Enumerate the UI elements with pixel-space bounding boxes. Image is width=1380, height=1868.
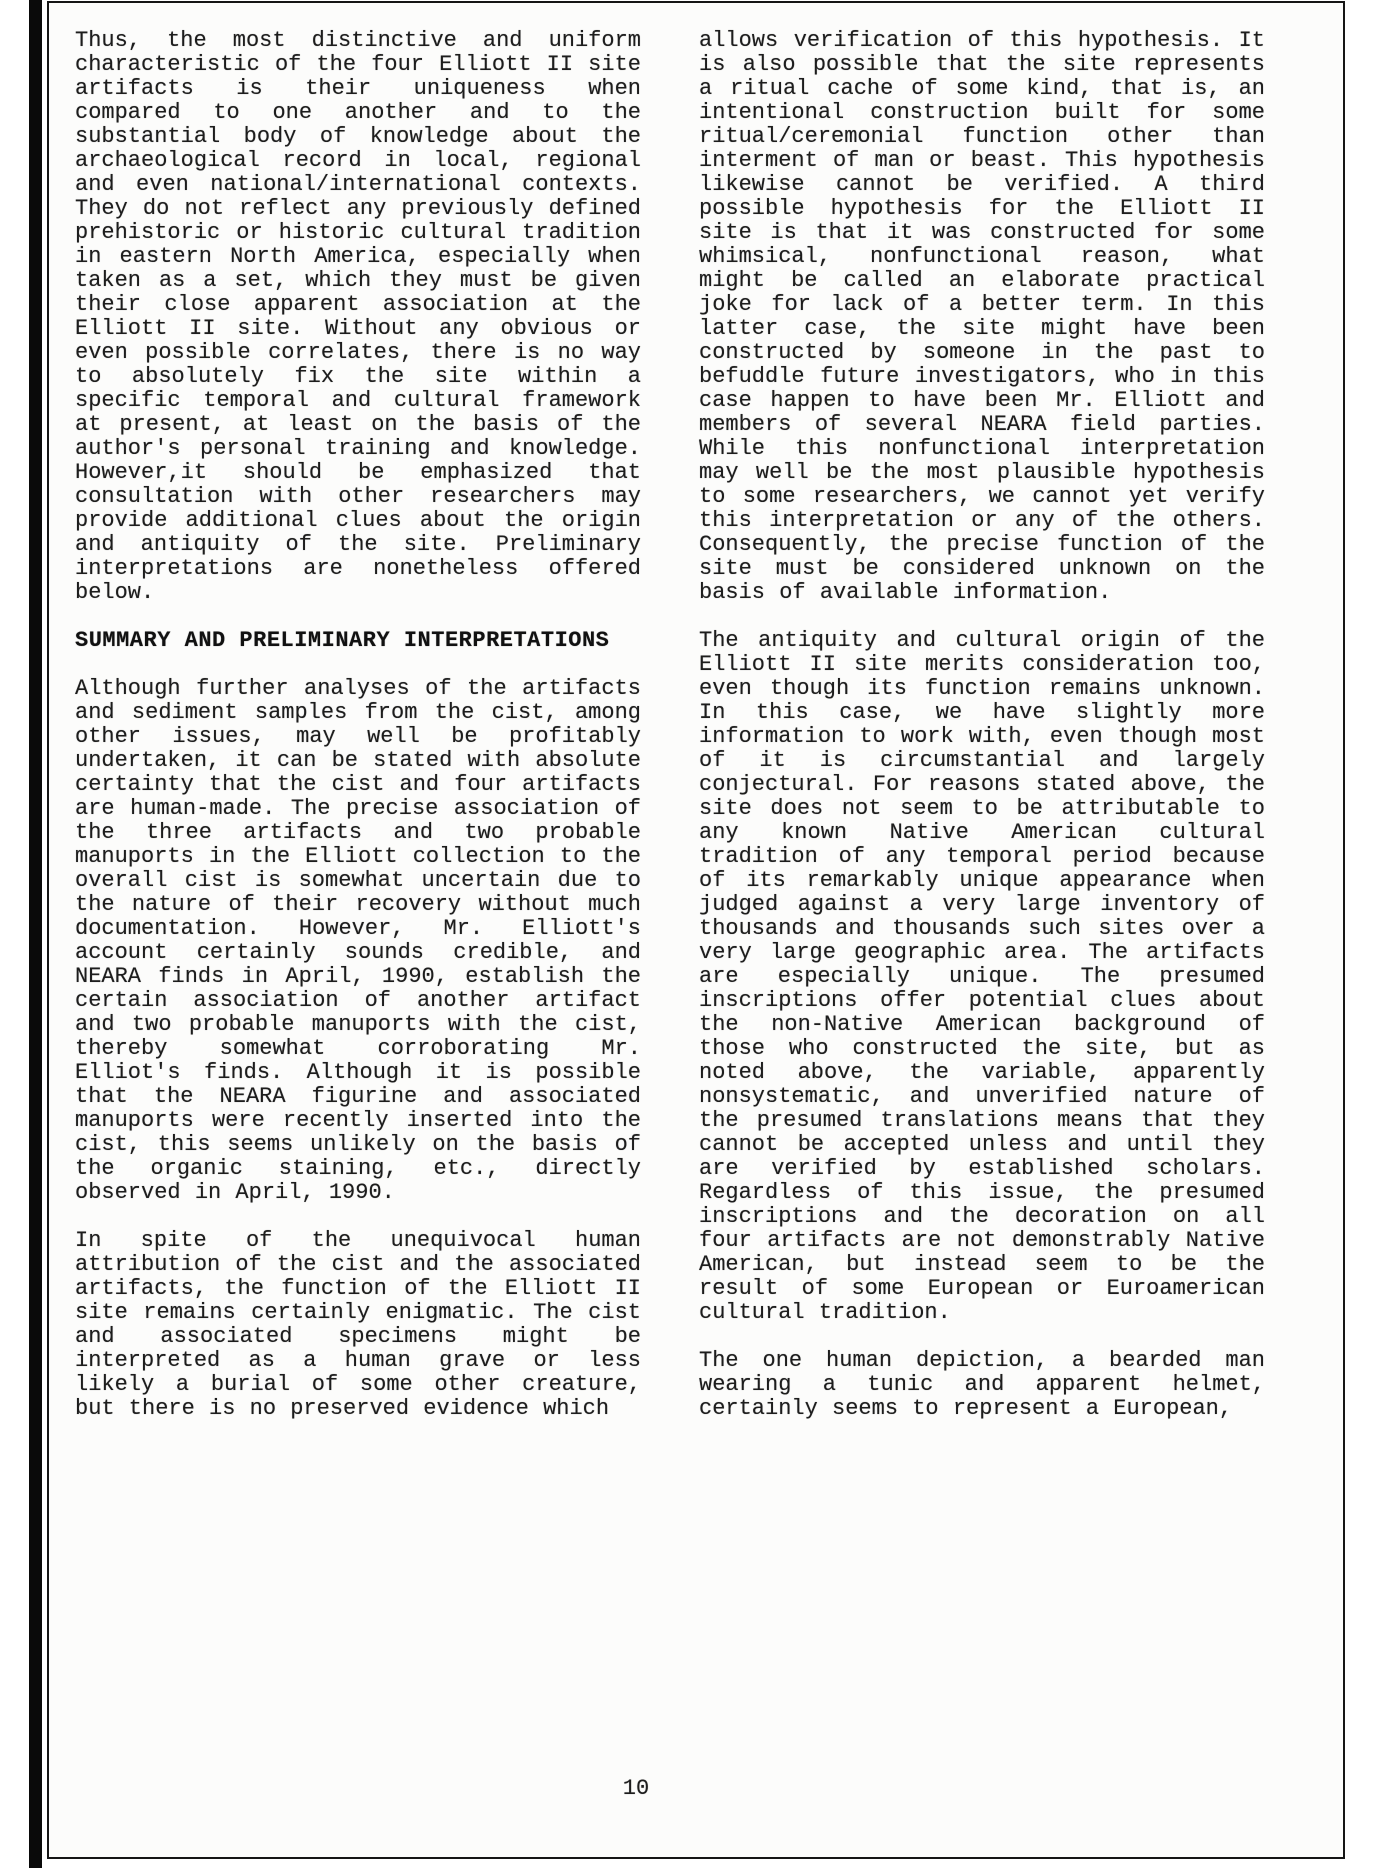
two-column-text-body <box>49 3 1343 1445</box>
paragraph-left-1: Thus, the most distinctive and uniform characteristic of the four Elliott II site artifacts is their uniqueness when compared to one another and to the substantial body of knowledge about the archaeological record in local, regional and even national/international contexts. They do not reflect any previously defined prehistoric or historic cultural tradition in eastern North America, especially when taken as a set, which they must be given their close apparent association at the Elliott II site. Without any obvious or even possible correlates, there is no way to absolutely fix the site within a specific temporal and cultural framework at present, at least on the basis of the author's personal training and knowledge. However,it should be emphasized that consultation with other researchers may provide additional clues about the origin and antiquity of the site. Preliminary interpretations are nonetheless offered below. <box>75 28 641 605</box>
paragraph-right-1: allows verification of this hypothesis. It is also possible that the site represents a ritual cache of some kind, that is, an intentional construction built for some ritual/ceremonial function other than interment of man or beast. This hypothesis likewise cannot be verified. A third possible hypothesis for the Elliott II site is that it was constructed for some whimsical, nonfunctional reason, what might be called an elaborate practical joke for lack of a better term. In this latter case, the site might have been constructed by someone in the past to befuddle future investigators, who in this case happen to have been Mr. Elliott and members of several NEARA field parties. While this nonfunctional interpretation may well be the most plausible hypothesis to some researchers, we cannot yet verify this interpretation or any of the others. Consequently, the precise function of the site must be considered unknown on the basis of available information. <box>699 28 1265 605</box>
section-heading: SUMMARY AND PRELIMINARY INTERPRETATIONS <box>75 628 610 653</box>
right-column <box>699 29 1265 1445</box>
page-number: 10 <box>622 1776 650 1801</box>
paragraph-right-2: The antiquity and cultural origin of the Elliott II site merits consideration too, even though its function remains unknown. In this case, we have slightly more information to work with, even though most of it is circumstantial and largely conjectural. For reasons stated above, the site does not seem to be attributable to any known Native American cultural tradition of any temporal period because of its remarkably unique appearance when judged against a very large inventory of thousands and thousands such sites over a very large geographic area. The artifacts are especially unique. The presumed inscriptions offer potential clues about the non-Native American background of those who constructed the site, but as noted above, the variable, apparently nonsystematic, and unverified nature of the presumed translations means that they cannot be accepted unless and until they are verified by established scholars. Regardless of this issue, the presumed inscriptions and the decoration on all four artifacts are not demonstrably Native American, but instead seem to be the result of some European or Euroamerican cultural tradition. <box>699 628 1265 1325</box>
document-page <box>47 1 1345 1859</box>
paragraph-left-3: In spite of the unequivocal human attribution of the cist and the associated artifacts, the function of the Elliott II site remains certainly enigmatic. The cist and associated specimens might be interpreted as a human grave or less likely a burial of some other creature, but there is no preserved evidence which <box>75 1228 641 1421</box>
scan-edge-artifact <box>29 0 42 1868</box>
paragraph-left-2: Although further analyses of the artifacts and sediment samples from the cist, among other issues, may well be profitably undertaken, it can be stated with absolute certainty that the cist and four artifacts are human-made. The precise association of the three artifacts and two probable manuports in the Elliott collection to the overall cist is somewhat uncertain due to the nature of their recovery without much documentation. However, Mr. Elliott's account certainly sounds credible, and NEARA finds in April, 1990, establish the certain association of another artifact and two probable manuports with the cist, thereby somewhat corroborating Mr. Elliot's finds. Although it is possible that the NEARA figurine and associated manuports were recently inserted into the cist, this seems unlikely on the basis of the organic staining, etc., directly observed in April, 1990. <box>75 676 641 1205</box>
paragraph-right-3: The one human depiction, a bearded man wearing a tunic and apparent helmet, certainly seems to represent a European, <box>699 1348 1265 1421</box>
left-column <box>75 29 641 1445</box>
